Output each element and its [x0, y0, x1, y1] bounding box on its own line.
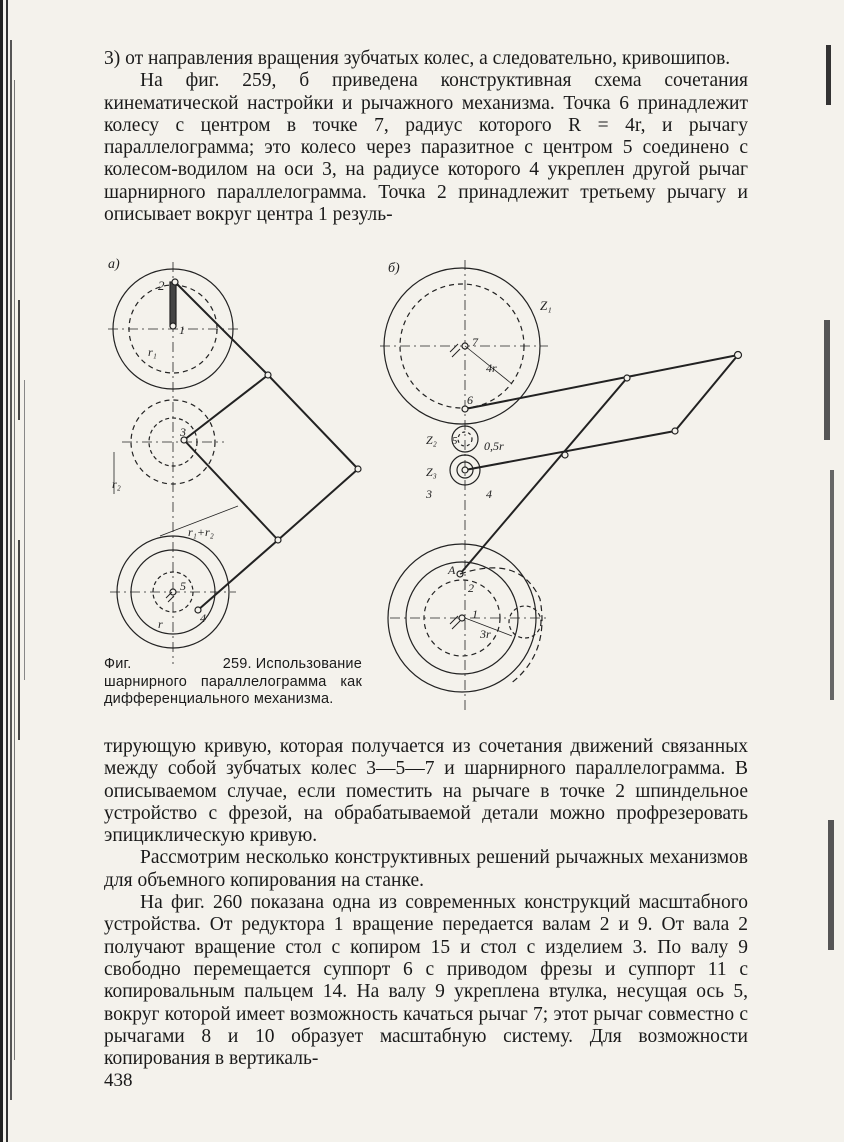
gear-label: Z₁ — [540, 298, 552, 313]
point-label: 4 — [486, 487, 492, 501]
radius-label: 3r — [480, 627, 491, 641]
point-label: 4 — [200, 611, 206, 625]
radius-label: r — [158, 617, 163, 631]
page-edge-marks — [804, 0, 844, 1142]
point-label: 6 — [467, 393, 473, 407]
figure-259-diagram — [100, 254, 760, 724]
point-label: 1 — [472, 607, 478, 621]
radius-label: r₁ — [148, 345, 157, 359]
radius-label: 0,5r — [484, 439, 504, 453]
paragraph: 3) от направления вращения зубчатых колес, а следовательно, кривошипов. — [104, 48, 731, 69]
paragraph: На фиг. 259, б приведена конструктивная схема сочетания кинематической настройки и рычажного механизма. Точка 6 принадлежит колесу с центром в точке 7, радиус которого R = 4r, и рычагу параллелограмма; это колесо через паразитное с центром 5 соединено с колесом-водилом на оси 3, на радиусе которого 4 укреплен другой рычаг шарнирного параллелограмма. Точка 2 принадлежит третьему рычагу и описывает вокруг центра 1 резуль- — [104, 70, 748, 226]
book-binding-edge — [0, 0, 44, 1142]
point-label: 2 — [158, 278, 165, 293]
page-number: 438 — [104, 1070, 133, 1091]
point-label: A — [448, 563, 456, 577]
caption-text: Использование шарнирного параллелограмма как дифференциального механизма. — [104, 656, 362, 707]
radius-label: r₂ — [112, 477, 121, 491]
radius-label: 4r — [486, 361, 497, 375]
point-label: 3 — [426, 487, 432, 501]
gear-label: Z₃ — [426, 465, 437, 479]
body-text-top — [104, 48, 748, 226]
paragraph: Рассмотрим несколько конструктивных решений рычажных механизмов для объемного копирования на станке. — [104, 847, 748, 891]
point-label: 5 — [180, 579, 186, 593]
point-label: 1 — [179, 323, 185, 337]
point-label: 7 — [472, 335, 478, 349]
body-text-bottom — [104, 736, 748, 1070]
gear-label: Z₂ — [426, 433, 437, 447]
paragraph: На фиг. 260 показана одна из современных конструкций масштабного устройства. От редуктора 1 вращение передается валам 2 и 9. От вала 2 получают вращение стол с копиром 15 и стол с изделием 3. По валу 9 свободно перемещается суппорт 6 с приводом фрезы и суппорт 11 с копировальным пальцем 14. На валу 9 укреплена втулка, несущая ось 5, вокруг которой имеет возможность качаться рычаг 7; этот рычаг совместно с рычагами 8 и 10 образует масштабную систему. Для возможности копирования в вертикаль- — [104, 892, 748, 1070]
panel-b-label: б) — [388, 261, 400, 276]
figure-caption — [104, 656, 362, 709]
dimension-label: r₁+r₂ — [188, 525, 214, 539]
point-label: 5 — [452, 435, 458, 447]
caption-label: Фиг. 259. — [104, 656, 252, 672]
paragraph: тирующую кривую, которая получается из сочетания движений связанных между собой зубчатых колес 3—5—7 и шарнирного параллелограмма. В описываемом случае, если поместить на рычаге в точке 2 шпиндельное устройство с фрезой, на обрабатываемой детали можно профрезеровать эпициклическую кривую. — [104, 736, 748, 847]
panel-a-label: а) — [108, 257, 120, 272]
point-label: 2 — [468, 581, 474, 595]
point-label: 3 — [180, 425, 186, 439]
